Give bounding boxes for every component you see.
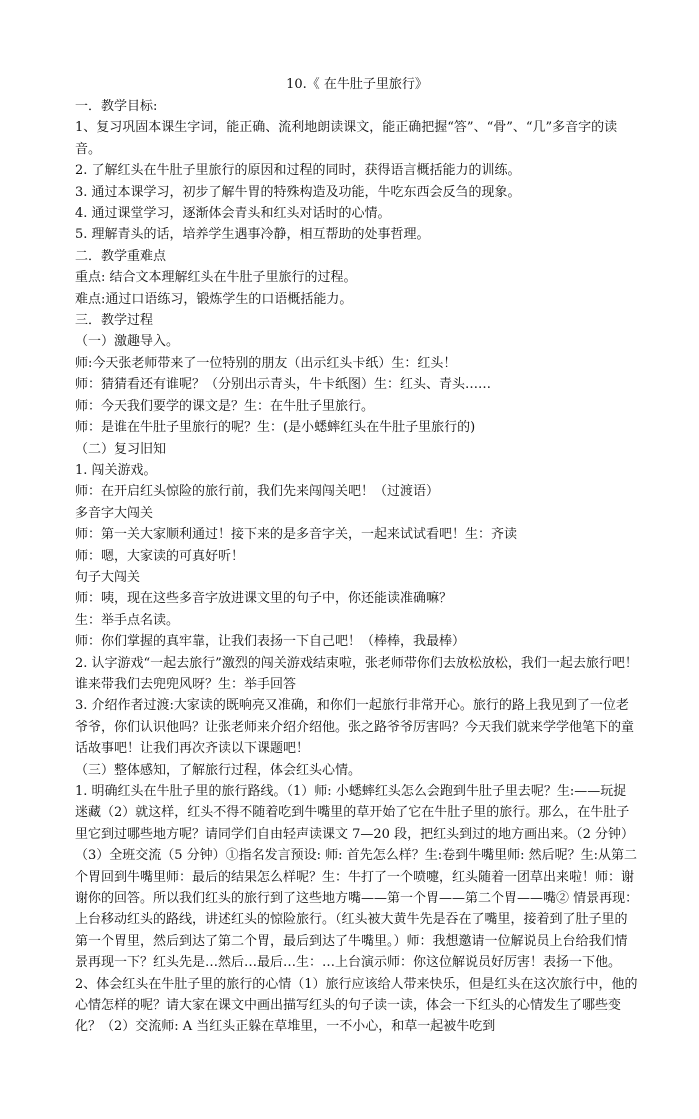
paragraph-line: 1. 明确红头在牛肚子里的旅行路线。（1）师: 小蟋蟀红头怎么会跑到牛肚子里去呢？生:——玩捉迷藏（2）就这样，红头不得不随着吃到牛嘴里的草开始了它在牛肚子里的旅行。那么，在牛肚子里它到过哪些地方呢？请同学们自由轻声读课文 7—20 段，把红头到过的地方画出来。（2 分钟）（3）全班交流（5 分钟）①指名发言预设: 师: 首先怎么样？生:卷到牛嘴里师: 然后呢？生:从第二个胃回到牛嘴里师：最后的结果怎么样呢？生：牛打了一个喷嚏，红头随着一团草出来啦！师：谢谢你的回答。所以我们红头的旅行到了这些地方嘴——第一个胃——第二个胃——嘴② 情景再现：上台移动红头的路线，讲述红头的惊险旅行。（红头被大黄牛先是吞在了嘴里，接着到了肚子里的第一个胃里，然后到达了第二个胃，最后到达了牛嘴里。）师：我想邀请一位解说员上台给我们情景再现一下？红头先是…然后…最后…生：…上台演示师：你这位解说员好厉害！表扬一下他。 [75,784,639,971]
paragraph-line: 5. 理解青头的话，培养学生遇事冷静，相互帮助的处事哲理。 [75,227,430,243]
paragraph-line: 一．教学目标: [75,99,158,114]
paragraph-line: 2. 认字游戏“一起去旅行”激烈的闯关游戏结束啦，张老师带你们去放松放松，我们一起去旅行吧！谁来带我们去兜兜风呀？生：举手回答 [75,655,638,692]
document-title: 10.《 在牛肚子里旅行》 [286,77,428,92]
paragraph-line: 多音字大闯关 [75,505,154,521]
paragraph-line: 3. 通过本课学习，初步了解牛胃的特殊构造及功能，牛吃东西会反刍的现象。 [75,184,521,200]
paragraph-line: 师：你们掌握的真牢靠，让我们表扬一下自己吧！（棒棒，我最棒） [75,634,466,650]
paragraph-line: 2. 了解红头在牛肚子里旅行的原因和过程的同时，获得语言概括能力的训练。 [75,163,521,179]
paragraph-line: 生：举手点名读。 [75,612,180,628]
paragraph-line: 师：嗯，大家读的可真好听！ [75,548,245,564]
paragraph-line: 1. 闯关游戏。 [75,462,157,478]
paragraph-line: 师：猜猜看还有谁呢？（分别出示青头，牛卡纸图）生：红头、青头…… [75,377,492,393]
document-body [75,96,639,1038]
paragraph-line: 三．教学过程 [75,313,154,329]
paragraph-line: 句子大闯关 [75,569,141,585]
paragraph-line: 师:今天张老师带来了一位特别的朋友（出示红头卡纸）生：红头！ [75,355,457,371]
paragraph-line: 师：今天我们要学的课文是？生：在牛肚子里旅行。 [75,398,375,414]
paragraph-line: 师：第一关大家顺利通过！接下来的是多音字关，一起来试试看吧！生：齐读 [75,527,518,543]
paragraph-line: 二．教学重难点 [75,248,167,264]
paragraph-line: （二）复习旧知 [75,441,167,457]
paragraph-line: 师：咦，现在这些多音字放进课文里的句子中，你还能读准确嘛？ [75,591,453,607]
paragraph-line: 师：是谁在牛肚子里旅行的呢？生：(是小蟋蟀红头在牛肚子里旅行的) [75,420,476,436]
paragraph-line: 2、体会红头在牛肚子里的旅行的心情（1）旅行应该给人带来快乐，但是红头在这次旅行中，他的心情怎样的呢？请大家在课文中画出描写红头的句子读一读，体会一下红头的心情发生了哪些变化？（2）交流师: A 当红头正躲在草堆里，一不小心，和草一起被牛吃到 [75,976,638,1035]
paragraph-line: （三）整体感知，了解旅行过程，体会红头心情。 [75,762,362,778]
paragraph-line: 4. 通过课堂学习，逐渐体会青头和红头对话时的心情。 [75,206,391,222]
paragraph-line: 1、复习巩固本课生字词，能正确、流利地朗读课文，能正确把握“答”、“骨”、“几”多音字的读音。 [75,120,618,157]
paragraph-line: 重点: 结合文本理解红头在牛肚子里旅行的过程。 [75,270,357,286]
paragraph-line: 师：在开启红头惊险的旅行前，我们先来闯闯关吧！（过渡语） [75,484,440,500]
paragraph-line: 难点:通过口语练习，锻炼学生的口语概括能力。 [75,291,353,307]
paragraph-line: 3. 介绍作者过渡:大家读的既响亮又准确，和你们一起旅行非常开心。旅行的路上我见到了一位老爷爷，你们认识他吗？让张老师来介绍介绍他。张之路爷爷厉害吗？今天我们就来学学他笔下的童话故事吧！让我们再次齐读以下课题吧！ [75,698,635,757]
paragraph-line: （一）激趣导入。 [75,334,180,350]
